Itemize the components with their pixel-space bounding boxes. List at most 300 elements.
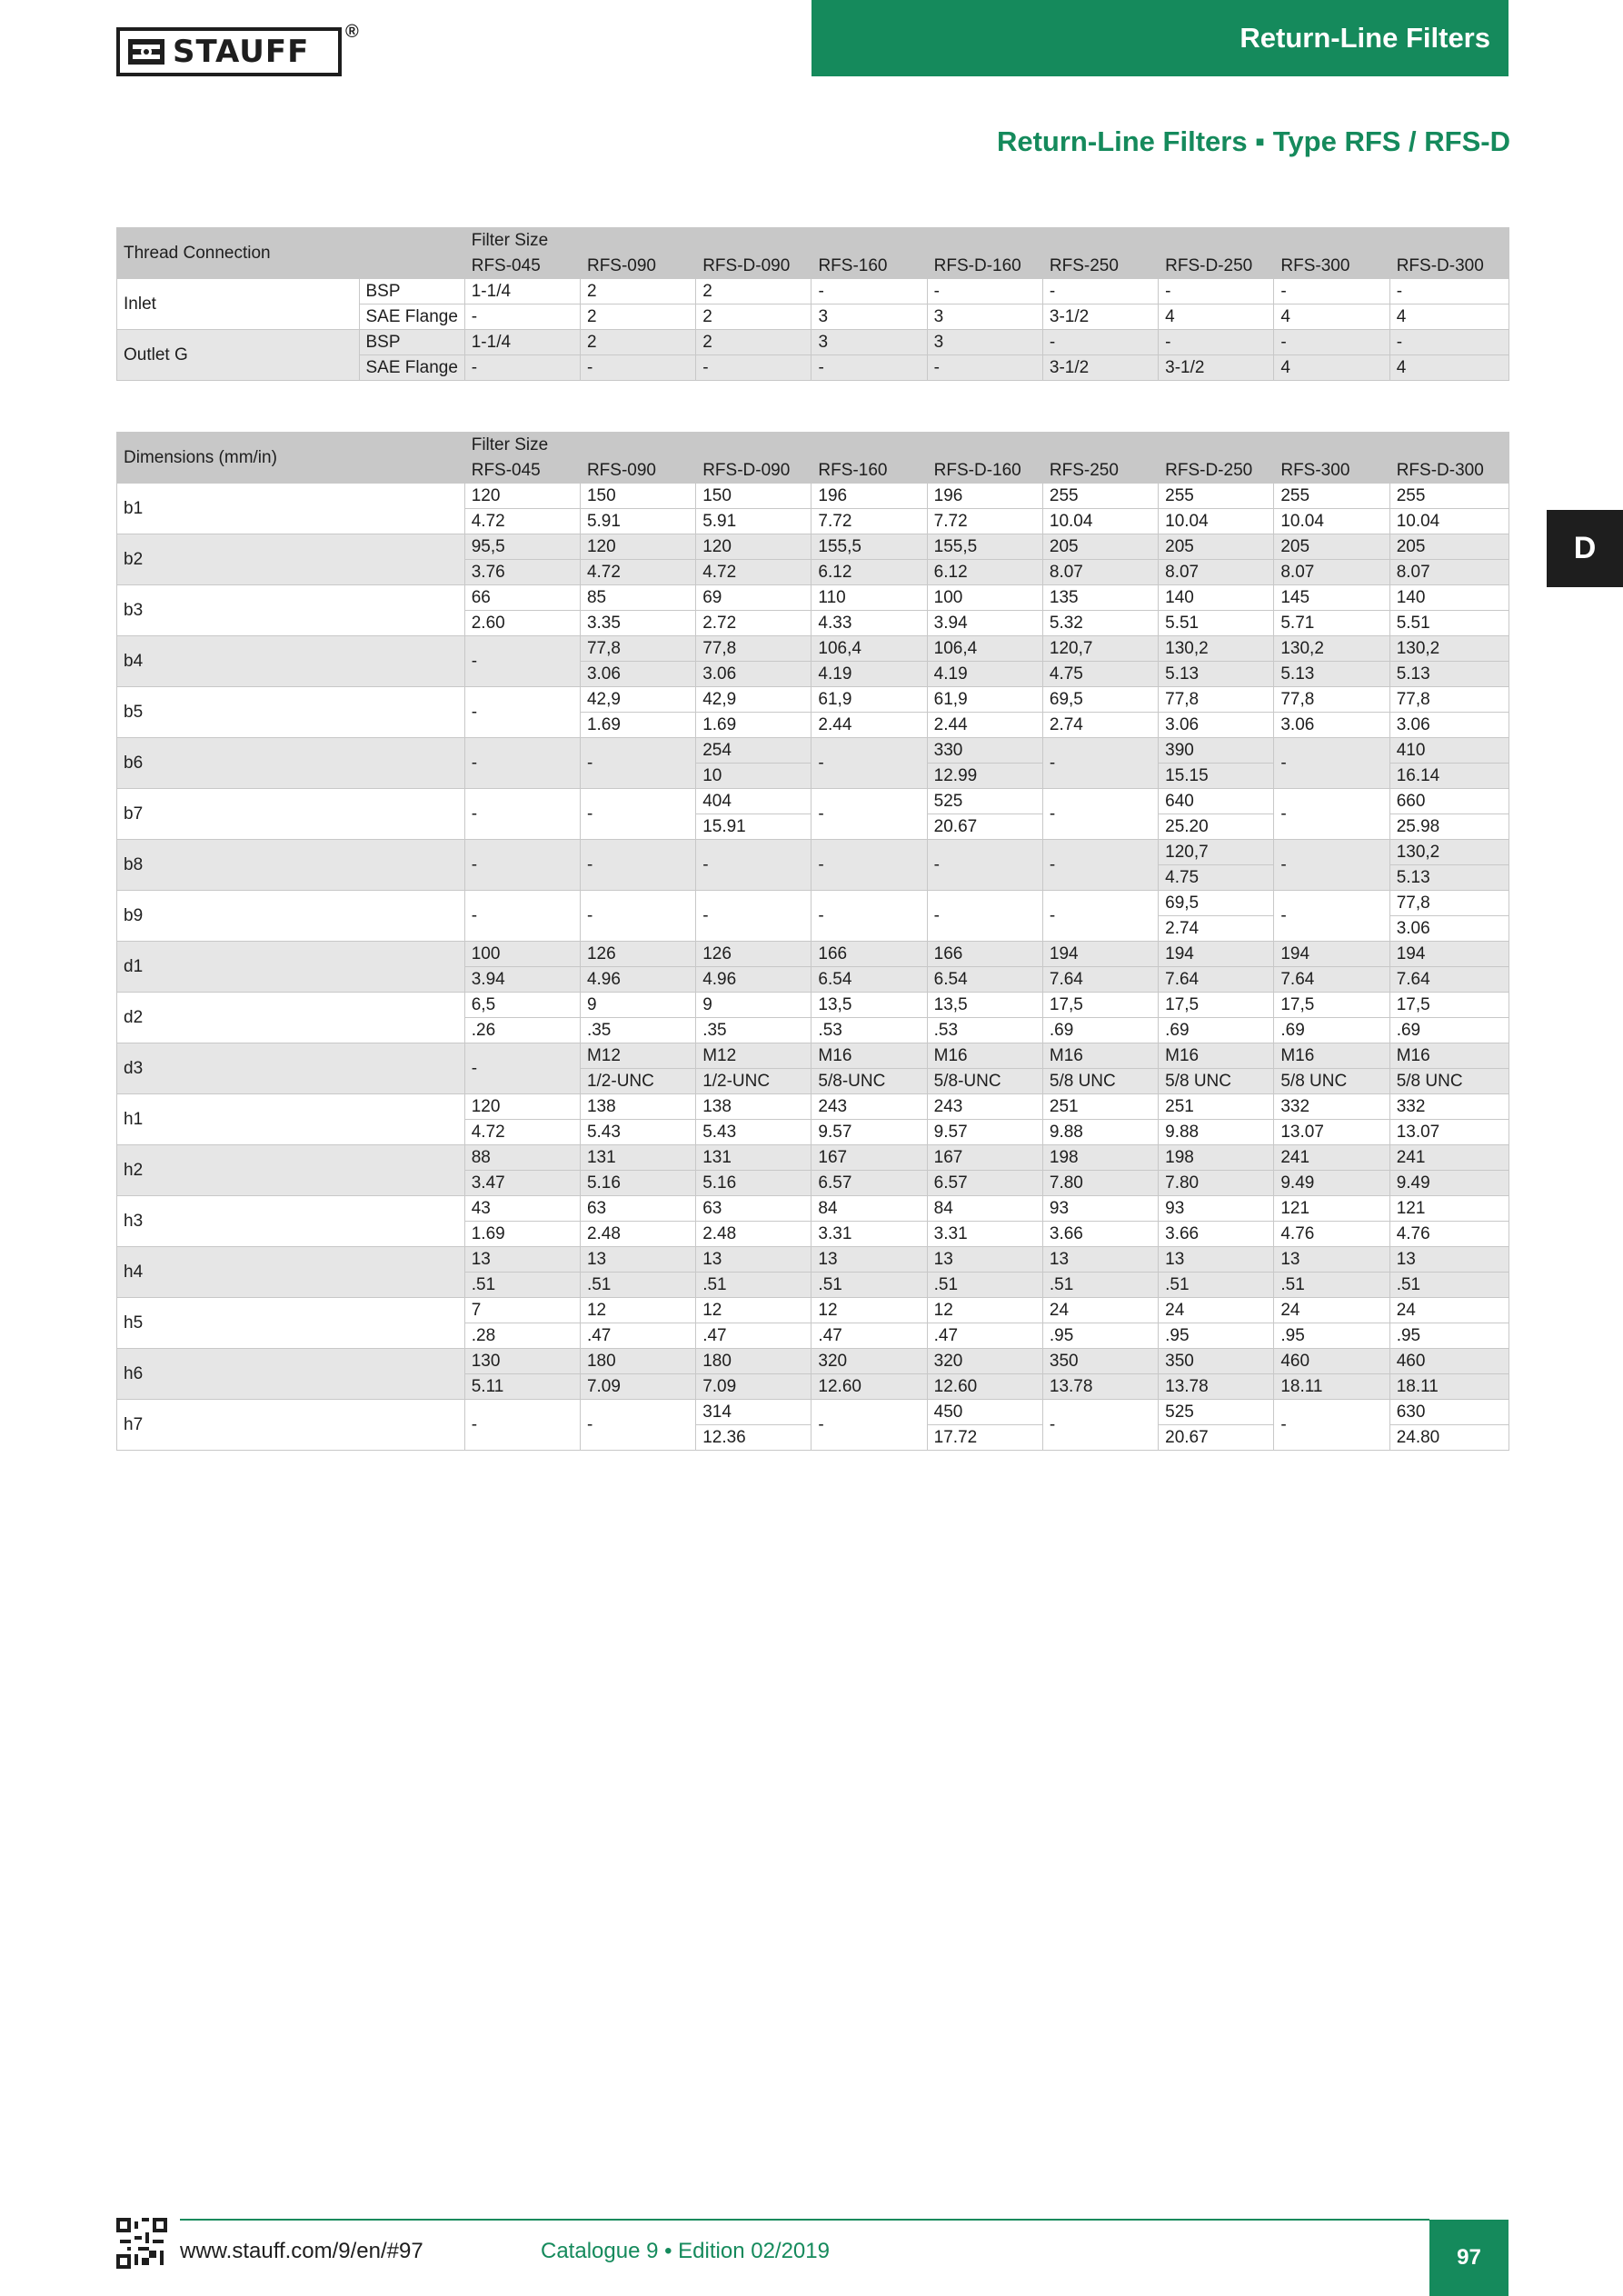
column-header: RFS-045 [464,458,580,484]
table-cell-mm: 13 [1274,1247,1389,1273]
column-header: RFS-D-300 [1389,254,1508,279]
table-cell: - [464,840,580,891]
page-number: 97 [1429,2220,1508,2296]
table-cell-in: 3.06 [1274,713,1389,738]
table-cell-in: 6.54 [927,967,1042,993]
table-cell: - [812,355,927,381]
table-cell-mm: 198 [1042,1145,1158,1171]
table-cell-in: 25.20 [1159,814,1274,840]
table-cell-in: .47 [812,1323,927,1349]
table-cell-in: 5.43 [696,1120,812,1145]
table-cell: - [812,738,927,789]
table-cell-in: .47 [927,1323,1042,1349]
table-cell-in: 8.07 [1042,560,1158,585]
table-cell-in: 18.11 [1274,1374,1389,1400]
table-cell: 2 [696,304,812,330]
table-row [117,891,1509,916]
table-cell-mm: 138 [580,1094,695,1120]
table-cell-mm: 131 [580,1145,695,1171]
table-row [117,687,1509,713]
column-header: RFS-090 [580,254,695,279]
table-cell-mm: 404 [696,789,812,814]
table-cell-mm: 155,5 [927,534,1042,560]
corner-label: Dimensions (mm/in) [117,433,465,484]
header-blank [1389,228,1508,254]
table-cell-in: 9.88 [1042,1120,1158,1145]
table-cell: 2 [580,279,695,304]
table-cell-in: 12.99 [927,764,1042,789]
table-cell-in: .53 [812,1018,927,1043]
table-cell-mm: 7 [464,1298,580,1323]
table-cell-mm: 12 [812,1298,927,1323]
table-cell-in: 12.60 [812,1374,927,1400]
dimension-label: h3 [117,1196,465,1247]
table-cell-in: 5/8 UNC [1389,1069,1508,1094]
table-cell-in: 4.96 [696,967,812,993]
section-banner [812,0,1508,76]
table-cell: - [812,840,927,891]
table-cell-mm: 145 [1274,585,1389,611]
table-cell-mm: 24 [1042,1298,1158,1323]
table-cell: 1-1/4 [464,330,580,355]
table-cell-mm: 13 [580,1247,695,1273]
table-cell-mm: 241 [1389,1145,1508,1171]
table-cell-mm: 24 [1274,1298,1389,1323]
column-header: RFS-D-300 [1389,458,1508,484]
table-row [117,1196,1509,1222]
table-cell-mm: 255 [1159,484,1274,509]
table-cell-in: 4.72 [696,560,812,585]
column-header: RFS-160 [812,254,927,279]
table-cell-mm: 93 [1159,1196,1274,1222]
table-cell-in: 3.31 [927,1222,1042,1247]
table-cell-in: 13.07 [1274,1120,1389,1145]
table-cell-in: .51 [1389,1273,1508,1298]
table-cell: - [464,636,580,687]
table-cell-mm: 13 [812,1247,927,1273]
table-cell-in: 2.74 [1042,713,1158,738]
table-cell-in: 10.04 [1274,509,1389,534]
table-cell-in: 4.76 [1389,1222,1508,1247]
dimension-label: h4 [117,1247,465,1298]
table-cell-in: 4.76 [1274,1222,1389,1247]
column-header: RFS-D-160 [927,458,1042,484]
table-cell-mm: 61,9 [812,687,927,713]
table-cell-in: 15.15 [1159,764,1274,789]
table-cell-mm: 630 [1389,1400,1508,1425]
column-header: RFS-D-160 [927,254,1042,279]
table-cell: 3 [812,330,927,355]
table-cell-mm: 77,8 [696,636,812,662]
table-cell-mm: 66 [464,585,580,611]
dimension-label: d3 [117,1043,465,1094]
table-cell-mm: 332 [1389,1094,1508,1120]
table-cell-in: 7.80 [1042,1171,1158,1196]
table-cell-in: 4.33 [812,611,927,636]
table-cell-mm: 167 [927,1145,1042,1171]
table-cell-mm: 460 [1274,1349,1389,1374]
table-cell-mm: 196 [927,484,1042,509]
table-cell: 1-1/4 [464,279,580,304]
group-label: Filter Size [464,433,1389,458]
table-cell-in: .51 [927,1273,1042,1298]
table-cell-mm: 525 [1159,1400,1274,1425]
table-cell: - [464,891,580,942]
table-cell-in: 7.64 [1274,967,1389,993]
table-cell-in: 2.44 [812,713,927,738]
table-cell-in: 6.57 [927,1171,1042,1196]
table-cell-in: 20.67 [927,814,1042,840]
table-cell-in: 9.88 [1159,1120,1274,1145]
table-cell-mm: 13,5 [927,993,1042,1018]
table-cell: 3-1/2 [1042,304,1158,330]
header-blank [1389,433,1508,458]
table-cell: - [812,1400,927,1451]
table-cell-in: 7.64 [1159,967,1274,993]
table-cell-in: 16.14 [1389,764,1508,789]
table-cell: - [464,1400,580,1451]
table-row [117,789,1509,814]
row-group-label: Inlet [117,279,360,330]
qr-code-icon [116,2218,167,2269]
table-cell-mm: 166 [927,942,1042,967]
table-cell-in: 3.06 [580,662,695,687]
page-subtitle: Return-Line Filters ▪ Type RFS / RFS-D [996,125,1510,157]
table-cell-mm: 180 [696,1349,812,1374]
table-row [117,840,1509,865]
table-cell-mm: 150 [696,484,812,509]
table-cell: - [1042,279,1158,304]
table-cell-in: 10.04 [1389,509,1508,534]
table-cell: 3-1/2 [1159,355,1274,381]
table-cell-in: .35 [580,1018,695,1043]
table-cell-mm: 63 [580,1196,695,1222]
table-cell-in: .69 [1159,1018,1274,1043]
table-cell-in: 3.35 [580,611,695,636]
table-cell-mm: 243 [927,1094,1042,1120]
chapter-side-tab: D [1547,510,1623,587]
table-cell-mm: 24 [1159,1298,1274,1323]
table-cell-mm: 77,8 [1274,687,1389,713]
stauff-logo [116,27,342,76]
table-cell-in: 5.13 [1389,662,1508,687]
table-cell-in: 9.57 [927,1120,1042,1145]
table-cell-mm: 17,5 [1042,993,1158,1018]
table-cell: - [464,738,580,789]
table-cell: 4 [1159,304,1274,330]
table-cell-mm: 17,5 [1159,993,1274,1018]
table-cell-in: 3.06 [1389,916,1508,942]
footer-rule [180,2219,1429,2221]
table-cell-in: 4.75 [1159,865,1274,891]
table-cell-mm: 106,4 [927,636,1042,662]
table-cell-mm: 320 [812,1349,927,1374]
table-row [117,1349,1509,1374]
table-cell: - [1389,279,1508,304]
table-cell-in: 5.13 [1389,865,1508,891]
table-cell: - [1274,1400,1389,1451]
table-cell: - [1274,789,1389,840]
table-cell-in: 10.04 [1159,509,1274,534]
table-cell-in: 5.91 [696,509,812,534]
table-cell-in: 5.43 [580,1120,695,1145]
table-cell: 4 [1389,304,1508,330]
table-cell-mm: 450 [927,1400,1042,1425]
table-header-row [117,433,1509,458]
table-cell-in: 7.72 [927,509,1042,534]
table-cell-mm: 12 [696,1298,812,1323]
table-cell: - [812,279,927,304]
table-cell-in: 13.07 [1389,1120,1508,1145]
table-cell-in: 6.12 [927,560,1042,585]
table-cell-mm: 93 [1042,1196,1158,1222]
table-cell-in: 7.64 [1042,967,1158,993]
table-cell: 2 [580,304,695,330]
dimension-label: b2 [117,534,465,585]
table-cell-mm: 100 [927,585,1042,611]
table-cell-in: .51 [812,1273,927,1298]
table-cell-mm: 525 [927,789,1042,814]
table-cell-in: 5/8-UNC [812,1069,927,1094]
dimensions-table [116,432,1509,1451]
table-cell-in: 3.94 [464,967,580,993]
table-cell-in: 4.72 [580,560,695,585]
table-cell: - [464,304,580,330]
table-cell-in: 5.16 [696,1171,812,1196]
table-cell: - [696,355,812,381]
dimension-label: h1 [117,1094,465,1145]
column-header: RFS-090 [580,458,695,484]
table-cell-in: 2.74 [1159,916,1274,942]
table-cell-in: .69 [1274,1018,1389,1043]
table-cell: - [580,840,695,891]
table-cell: - [580,789,695,840]
table-cell-mm: 120,7 [1042,636,1158,662]
table-cell-mm: 13,5 [812,993,927,1018]
row-sub-label: BSP [359,279,464,304]
table-cell-in: 8.07 [1159,560,1274,585]
table-cell-in: .51 [1159,1273,1274,1298]
table-cell-in: 7.80 [1159,1171,1274,1196]
table-cell-in: 12.60 [927,1374,1042,1400]
table-cell-in: 10 [696,764,812,789]
table-cell-mm: M16 [927,1043,1042,1069]
table-cell-in: 2.72 [696,611,812,636]
table-cell-mm: 166 [812,942,927,967]
footer-url: www.stauff.com/9/en/#97 [180,2239,423,2263]
table-cell-in: 5.16 [580,1171,695,1196]
row-sub-label: SAE Flange [359,355,464,381]
table-cell-mm: 254 [696,738,812,764]
table-cell: - [1274,840,1389,891]
table-row [117,1400,1509,1425]
table-cell-in: .28 [464,1323,580,1349]
group-label: Filter Size [464,228,1389,254]
table-cell-in: 8.07 [1274,560,1389,585]
table-cell: - [812,891,927,942]
table-cell-in: 12.36 [696,1425,812,1451]
table-cell: - [464,355,580,381]
table-cell: 2 [696,330,812,355]
table-cell-in: .47 [580,1323,695,1349]
table-cell-in: 5.91 [580,509,695,534]
table-cell-in: 3.66 [1042,1222,1158,1247]
table-cell-mm: 155,5 [812,534,927,560]
table-row [117,1247,1509,1273]
table-cell-in: 3.06 [696,662,812,687]
table-cell-in: 8.07 [1389,560,1508,585]
table-row [117,484,1509,509]
table-cell-in: 7.64 [1389,967,1508,993]
table-cell-mm: 17,5 [1389,993,1508,1018]
table-cell-mm: 194 [1389,942,1508,967]
table-cell-in: .51 [464,1273,580,1298]
table-cell: - [464,789,580,840]
table-cell-in: .69 [1389,1018,1508,1043]
table-cell-in: 1.69 [580,713,695,738]
table-cell-mm: 120 [464,484,580,509]
table-cell-mm: 130,2 [1159,636,1274,662]
table-cell: - [1274,279,1389,304]
table-cell-mm: 330 [927,738,1042,764]
table-cell-mm: 9 [580,993,695,1018]
table-cell-mm: 251 [1042,1094,1158,1120]
table-cell-mm: 180 [580,1349,695,1374]
table-cell-mm: 42,9 [696,687,812,713]
table-cell-mm: 314 [696,1400,812,1425]
table-cell-mm: 42,9 [580,687,695,713]
table-cell-in: 18.11 [1389,1374,1508,1400]
table-cell-in: 10.04 [1042,509,1158,534]
table-cell-in: 2.44 [927,713,1042,738]
table-cell-mm: 241 [1274,1145,1389,1171]
table-cell-mm: 13 [1389,1247,1508,1273]
dimension-label: d1 [117,942,465,993]
table-cell: - [1042,1400,1158,1451]
column-header: RFS-D-250 [1159,458,1274,484]
table-cell-in: 4.19 [927,662,1042,687]
table-cell-mm: 77,8 [1389,687,1508,713]
table-cell-in: 2.60 [464,611,580,636]
table-cell-mm: 77,8 [580,636,695,662]
table-row [117,942,1509,967]
table-cell-mm: 13 [464,1247,580,1273]
table-row [117,738,1509,764]
row-sub-label: BSP [359,330,464,355]
table-cell: - [1042,330,1158,355]
table-cell-mm: 194 [1042,942,1158,967]
table-cell-mm: 205 [1274,534,1389,560]
section-title: Return-Line Filters [1240,22,1490,54]
table-row [117,585,1509,611]
table-cell-mm: M16 [812,1043,927,1069]
table-cell: - [580,738,695,789]
table-cell-in: 3.06 [1159,713,1274,738]
table-cell-mm: 77,8 [1159,687,1274,713]
stauff-logo-mark-icon [127,38,165,65]
table-cell: 3 [927,330,1042,355]
dimension-label: h2 [117,1145,465,1196]
table-cell-mm: 13 [927,1247,1042,1273]
table-cell-mm: M16 [1159,1043,1274,1069]
table-cell-in: 17.72 [927,1425,1042,1451]
table-cell-in: 1.69 [464,1222,580,1247]
table-cell-mm: 121 [1274,1196,1389,1222]
table-cell: - [1159,330,1274,355]
table-cell-in: 13.78 [1159,1374,1274,1400]
table-cell-in: 3.94 [927,611,1042,636]
table-cell-in: .51 [1274,1273,1389,1298]
table-cell-in: 4.75 [1042,662,1158,687]
table-row [117,279,1509,304]
table-cell-in: .26 [464,1018,580,1043]
table-cell: 4 [1274,304,1389,330]
table-cell-in: 9.57 [812,1120,927,1145]
table-cell-in: 5/8 UNC [1274,1069,1389,1094]
table-cell-in: 15.91 [696,814,812,840]
table-cell-mm: 110 [812,585,927,611]
table-cell-mm: 100 [464,942,580,967]
table-cell-mm: 120 [580,534,695,560]
table-cell-mm: M16 [1389,1043,1508,1069]
dimension-label: b9 [117,891,465,942]
table-row [117,993,1509,1018]
column-header: RFS-D-090 [696,254,812,279]
table-cell: 3 [812,304,927,330]
table-cell-in: 5/8 UNC [1159,1069,1274,1094]
table-cell-mm: 9 [696,993,812,1018]
table-cell-mm: 130 [464,1349,580,1374]
table-cell-mm: 640 [1159,789,1274,814]
table-cell: - [1274,891,1389,942]
table-cell: - [1042,789,1158,840]
table-cell: 2 [696,279,812,304]
table-cell: - [1042,840,1158,891]
row-sub-label: SAE Flange [359,304,464,330]
table-cell-mm: 205 [1159,534,1274,560]
table-cell: - [464,687,580,738]
table-cell-mm: 120 [464,1094,580,1120]
table-cell-in: .95 [1389,1323,1508,1349]
table-cell-in: 4.19 [812,662,927,687]
table-cell-mm: 120 [696,534,812,560]
table-cell-in: .51 [580,1273,695,1298]
table-cell-mm: 43 [464,1196,580,1222]
table-cell-mm: 13 [1042,1247,1158,1273]
table-cell-mm: 24 [1389,1298,1508,1323]
table-cell-in: 13.78 [1042,1374,1158,1400]
table-cell: - [1274,330,1389,355]
table-cell-mm: 130,2 [1389,636,1508,662]
table-cell-in: .51 [696,1273,812,1298]
table-cell-in: 4.96 [580,967,695,993]
table-cell-mm: 410 [1389,738,1508,764]
table-cell-in: 3.31 [812,1222,927,1247]
table-cell-in: 25.98 [1389,814,1508,840]
table-cell-mm: 196 [812,484,927,509]
table-cell-mm: 350 [1042,1349,1158,1374]
table-cell-mm: 120,7 [1159,840,1274,865]
table-cell: 2 [580,330,695,355]
table-cell-mm: 13 [696,1247,812,1273]
table-cell-mm: 350 [1159,1349,1274,1374]
table-cell-mm: 85 [580,585,695,611]
table-cell-mm: M12 [696,1043,812,1069]
table-cell-mm: 77,8 [1389,891,1508,916]
table-cell-in: 1.69 [696,713,812,738]
table-cell-mm: 460 [1389,1349,1508,1374]
registered-mark: ® [345,22,359,42]
